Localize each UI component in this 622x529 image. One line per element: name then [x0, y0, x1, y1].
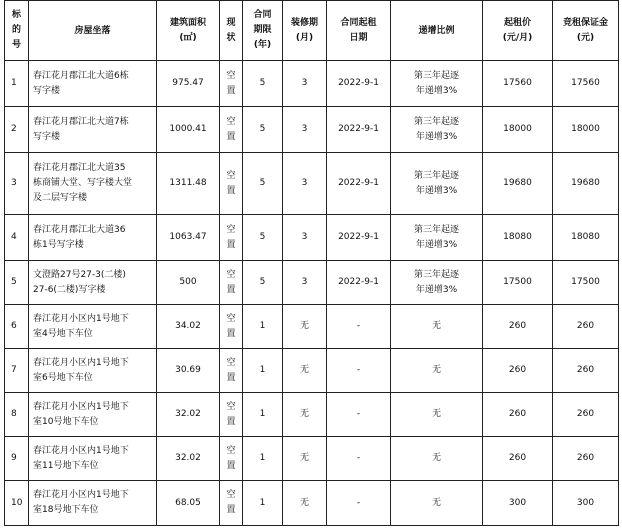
header-status: 现 状	[220, 1, 243, 61]
cell-area: 30.69	[157, 349, 220, 393]
cell-area: 1311.48	[157, 153, 220, 215]
cell-deposit: 18080	[553, 215, 619, 261]
cell-decoration: 无	[283, 393, 327, 437]
cell-area: 1000.41	[157, 107, 220, 153]
header-area: 建筑面积 (㎡)	[157, 1, 220, 61]
table-row	[5, 261, 619, 305]
header-rent: 起租价 (元/月)	[483, 1, 553, 61]
cell-start: 2022-9-1	[327, 61, 391, 107]
cell-no: 9	[5, 437, 29, 481]
table-row	[5, 393, 619, 437]
cell-address: 春江花月小区内1号地下 室11号地下车位	[29, 437, 157, 481]
cell-decoration: 3	[283, 215, 327, 261]
cell-deposit: 260	[553, 305, 619, 349]
cell-no: 4	[5, 215, 29, 261]
cell-address: 春江花月郡江北大道35 栋商铺大堂、写字楼大堂 及二层写字楼	[29, 153, 157, 215]
table-row	[5, 215, 619, 261]
table-row	[5, 481, 619, 526]
cell-deposit: 17500	[553, 261, 619, 305]
cell-term: 1	[243, 349, 283, 393]
cell-no: 7	[5, 349, 29, 393]
cell-address: 春江花月小区内1号地下 室4号地下车位	[29, 305, 157, 349]
cell-start: -	[327, 393, 391, 437]
rental-table	[4, 0, 619, 526]
cell-start: 2022-9-1	[327, 215, 391, 261]
cell-increase: 第三年起逐 年递增3%	[391, 215, 483, 261]
cell-term: 1	[243, 437, 283, 481]
cell-term: 1	[243, 481, 283, 526]
table-row	[5, 61, 619, 107]
cell-no: 1	[5, 61, 29, 107]
cell-decoration: 无	[283, 349, 327, 393]
cell-term: 5	[243, 261, 283, 305]
table-row	[5, 349, 619, 393]
header-deposit: 竞租保证金 (元)	[553, 1, 619, 61]
cell-area: 34.02	[157, 305, 220, 349]
cell-decoration: 无	[283, 437, 327, 481]
cell-deposit: 260	[553, 393, 619, 437]
cell-rent: 18000	[483, 107, 553, 153]
header-start: 合同起租 日期	[327, 1, 391, 61]
cell-increase: 无	[391, 393, 483, 437]
cell-term: 1	[243, 393, 283, 437]
cell-increase: 第三年起逐 年递增3%	[391, 153, 483, 215]
cell-increase: 无	[391, 305, 483, 349]
cell-status: 空 置	[220, 215, 243, 261]
cell-decoration: 3	[283, 61, 327, 107]
cell-increase: 第三年起逐 年递增3%	[391, 107, 483, 153]
cell-decoration: 无	[283, 481, 327, 526]
cell-address: 春江花月小区内1号地下 室18号地下车位	[29, 481, 157, 526]
cell-increase: 第三年起逐 年递增3%	[391, 61, 483, 107]
cell-start: 2022-9-1	[327, 261, 391, 305]
cell-increase: 无	[391, 349, 483, 393]
cell-start: -	[327, 349, 391, 393]
header-row	[5, 1, 619, 61]
cell-rent: 19680	[483, 153, 553, 215]
header-term: 合同 期限 (年)	[243, 1, 283, 61]
cell-no: 5	[5, 261, 29, 305]
cell-rent: 260	[483, 349, 553, 393]
cell-area: 32.02	[157, 393, 220, 437]
cell-deposit: 260	[553, 349, 619, 393]
cell-area: 1063.47	[157, 215, 220, 261]
cell-status: 空 置	[220, 107, 243, 153]
header-no: 标 的 号	[5, 1, 29, 61]
cell-term: 5	[243, 215, 283, 261]
cell-no: 3	[5, 153, 29, 215]
cell-address: 春江花月郡江北大道36 栋1号写字楼	[29, 215, 157, 261]
cell-address: 文澄路27号27-3(二楼) 27-6(二楼)写字楼	[29, 261, 157, 305]
header-address: 房屋坐落	[29, 1, 157, 61]
cell-address: 春江花月小区内1号地下 室10号地下车位	[29, 393, 157, 437]
cell-address: 春江花月郡江北大道7栋 写字楼	[29, 107, 157, 153]
cell-term: 1	[243, 305, 283, 349]
cell-address: 春江花月郡江北大道6栋 写字楼	[29, 61, 157, 107]
cell-rent: 17500	[483, 261, 553, 305]
cell-status: 空 置	[220, 61, 243, 107]
cell-decoration: 3	[283, 261, 327, 305]
header-decoration: 装修期 (月)	[283, 1, 327, 61]
cell-decoration: 3	[283, 107, 327, 153]
cell-term: 5	[243, 153, 283, 215]
cell-start: -	[327, 437, 391, 481]
cell-start: -	[327, 481, 391, 526]
cell-status: 空 置	[220, 305, 243, 349]
cell-status: 空 置	[220, 349, 243, 393]
cell-start: 2022-9-1	[327, 107, 391, 153]
cell-no: 10	[5, 481, 29, 526]
cell-status: 空 置	[220, 261, 243, 305]
cell-deposit: 19680	[553, 153, 619, 215]
cell-increase: 无	[391, 437, 483, 481]
cell-area: 32.02	[157, 437, 220, 481]
cell-increase: 无	[391, 481, 483, 526]
cell-area: 68.05	[157, 481, 220, 526]
table-row	[5, 153, 619, 215]
page	[4, 0, 619, 526]
cell-term: 5	[243, 107, 283, 153]
cell-start: 2022-9-1	[327, 153, 391, 215]
cell-deposit: 17560	[553, 61, 619, 107]
cell-no: 8	[5, 393, 29, 437]
cell-no: 2	[5, 107, 29, 153]
cell-no: 6	[5, 305, 29, 349]
table-row	[5, 107, 619, 153]
cell-status: 空 置	[220, 437, 243, 481]
table-row	[5, 437, 619, 481]
cell-decoration: 3	[283, 153, 327, 215]
cell-rent: 300	[483, 481, 553, 526]
cell-deposit: 260	[553, 437, 619, 481]
cell-rent: 260	[483, 305, 553, 349]
cell-status: 空 置	[220, 481, 243, 526]
cell-increase: 第三年起逐 年递增3%	[391, 261, 483, 305]
cell-status: 空 置	[220, 153, 243, 215]
cell-area: 500	[157, 261, 220, 305]
cell-address: 春江花月小区内1号地下 室6号地下车位	[29, 349, 157, 393]
cell-area: 975.47	[157, 61, 220, 107]
header-increase: 递增比例	[391, 1, 483, 61]
cell-rent: 17560	[483, 61, 553, 107]
cell-rent: 18080	[483, 215, 553, 261]
cell-rent: 260	[483, 437, 553, 481]
table-row	[5, 305, 619, 349]
cell-term: 5	[243, 61, 283, 107]
cell-decoration: 无	[283, 305, 327, 349]
cell-start: -	[327, 305, 391, 349]
cell-rent: 260	[483, 393, 553, 437]
cell-deposit: 300	[553, 481, 619, 526]
cell-status: 空 置	[220, 393, 243, 437]
cell-deposit: 18000	[553, 107, 619, 153]
